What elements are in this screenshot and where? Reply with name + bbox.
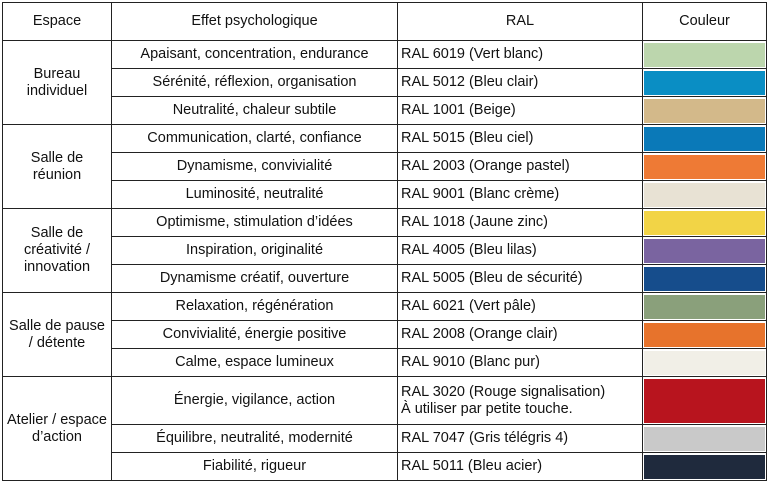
color-swatch: [644, 239, 765, 263]
color-swatch: [644, 379, 765, 423]
color-swatch: [644, 71, 765, 95]
color-cell: [643, 293, 767, 321]
table-row: [3, 41, 767, 69]
color-cell: [643, 453, 767, 481]
ral-code: RAL 3020 (Rouge signalisation): [401, 383, 606, 400]
effect-cell: Dynamisme, convivialité: [112, 153, 398, 181]
effect-cell: Calme, espace lumineux: [112, 349, 398, 377]
color-cell: [643, 181, 767, 209]
table-row: [3, 125, 767, 153]
space-cell: Atelier / espace d’action: [3, 377, 112, 481]
color-cell: [643, 209, 767, 237]
color-cell: [643, 153, 767, 181]
effect-cell: Fiabilité, rigueur: [112, 453, 398, 481]
color-swatch: [644, 43, 765, 67]
color-swatch: [644, 295, 765, 319]
table-row: [3, 321, 767, 349]
table-row: [3, 153, 767, 181]
space-cell: Salle de pause / détente: [3, 293, 112, 377]
effect-cell: Sérénité, réflexion, organisation: [112, 69, 398, 97]
table-row: [3, 349, 767, 377]
color-cell: [643, 125, 767, 153]
ral-cell: RAL 6019 (Vert blanc): [398, 41, 643, 69]
ral-cell: RAL 2003 (Orange pastel): [398, 153, 643, 181]
color-swatch: [644, 211, 765, 235]
table-row: [3, 293, 767, 321]
color-cell: [643, 41, 767, 69]
effect-cell: Apaisant, concentration, endurance: [112, 41, 398, 69]
color-cell: [643, 349, 767, 377]
table-row: [3, 97, 767, 125]
effect-cell: Dynamisme créatif, ouverture: [112, 265, 398, 293]
space-cell: Salle de créativité / innovation: [3, 209, 112, 293]
ral-note: À utiliser par petite touche.: [401, 400, 573, 417]
color-cell: [643, 69, 767, 97]
ral-cell: RAL 4005 (Bleu lilas): [398, 237, 643, 265]
color-cell: [643, 321, 767, 349]
color-swatch: [644, 455, 765, 479]
space-cell: Bureau individuel: [3, 41, 112, 125]
ral-cell: RAL 9001 (Blanc crème): [398, 181, 643, 209]
effect-cell: Énergie, vigilance, action: [112, 377, 398, 425]
effect-cell: Luminosité, neutralité: [112, 181, 398, 209]
table-body: [3, 41, 767, 481]
ral-cell: RAL 6021 (Vert pâle): [398, 293, 643, 321]
header-effect: Effet psychologique: [112, 3, 398, 41]
ral-cell: RAL 7047 (Gris télégris 4): [398, 425, 643, 453]
ral-cell: RAL 1001 (Beige): [398, 97, 643, 125]
color-cell: [643, 425, 767, 453]
effect-cell: Inspiration, originalité: [112, 237, 398, 265]
color-swatch: [644, 351, 765, 375]
table-row: [3, 209, 767, 237]
header-space: Espace: [3, 3, 112, 41]
color-cell: [643, 237, 767, 265]
effect-cell: Convivialité, énergie positive: [112, 321, 398, 349]
color-cell: [643, 377, 767, 425]
ral-cell: [398, 377, 643, 425]
color-swatch: [644, 127, 765, 151]
color-cell: [643, 97, 767, 125]
ral-cell: RAL 9010 (Blanc pur): [398, 349, 643, 377]
table-row: [3, 377, 767, 425]
table-row: [3, 425, 767, 453]
table-row: [3, 69, 767, 97]
effect-cell: Communication, clarté, confiance: [112, 125, 398, 153]
space-cell: Salle de réunion: [3, 125, 112, 209]
color-swatch: [644, 323, 765, 347]
header-ral: RAL: [398, 3, 643, 41]
color-swatch: [644, 183, 765, 207]
table-row: [3, 181, 767, 209]
color-table: [2, 2, 767, 481]
header-row: [3, 3, 767, 41]
table-row: [3, 237, 767, 265]
color-cell: [643, 265, 767, 293]
ral-cell: RAL 1018 (Jaune zinc): [398, 209, 643, 237]
ral-cell: RAL 5005 (Bleu de sécurité): [398, 265, 643, 293]
color-swatch: [644, 155, 765, 179]
ral-cell: RAL 5012 (Bleu clair): [398, 69, 643, 97]
effect-cell: Équilibre, neutralité, modernité: [112, 425, 398, 453]
ral-cell: RAL 5011 (Bleu acier): [398, 453, 643, 481]
table-row: [3, 265, 767, 293]
header-color: Couleur: [643, 3, 767, 41]
table-row: [3, 453, 767, 481]
effect-cell: Relaxation, régénération: [112, 293, 398, 321]
color-swatch: [644, 99, 765, 123]
effect-cell: Optimisme, stimulation d’idées: [112, 209, 398, 237]
effect-cell: Neutralité, chaleur subtile: [112, 97, 398, 125]
color-swatch: [644, 427, 765, 451]
ral-cell: RAL 2008 (Orange clair): [398, 321, 643, 349]
ral-cell: RAL 5015 (Bleu ciel): [398, 125, 643, 153]
color-swatch: [644, 267, 765, 291]
